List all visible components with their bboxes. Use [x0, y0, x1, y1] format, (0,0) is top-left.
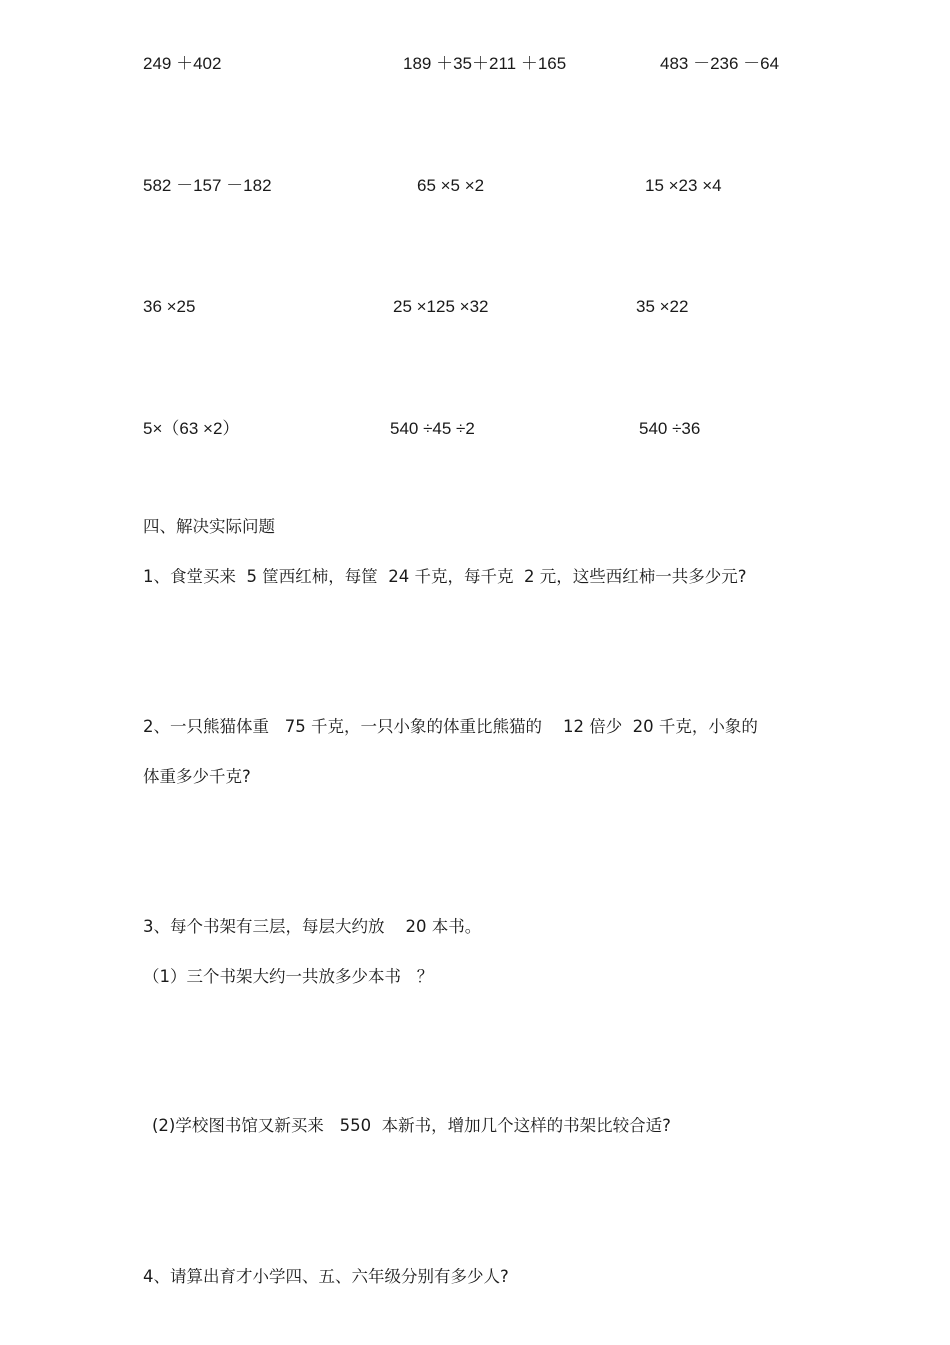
- calc-expression: 540 ÷45 ÷2: [390, 419, 475, 438]
- word-problem-3-part-2: (2)学校图书馆又新买来 550 本新书，增加几个这样的书架比较合适?: [152, 1116, 671, 1135]
- section-title: 四、解决实际问题: [143, 517, 275, 536]
- calc-expression: 35 ×22: [636, 297, 689, 316]
- calc-expression: 249 ＋402: [143, 54, 222, 73]
- calc-expression: 483 －236 －64: [660, 54, 780, 73]
- word-problem-4: 4、请算出育才小学四、五、六年级分别有多少人?: [143, 1267, 509, 1286]
- word-problem-3-part-1: （1）三个书架大约一共放多少本书 ？: [143, 967, 434, 986]
- calc-expression: 65 ×5 ×2: [417, 176, 485, 195]
- calc-expression: 540 ÷36: [639, 419, 701, 438]
- word-problem-3: 3、每个书架有三层，每层大约放 20 本书。: [143, 917, 482, 936]
- calc-expression: 36 ×25: [143, 297, 196, 316]
- calc-expression: 582 －157 －182: [143, 176, 272, 195]
- calc-expression: 5×（63 ×2）: [143, 419, 240, 438]
- word-problem-2-continued: 体重多少千克?: [143, 767, 251, 786]
- word-problem-2: 2、一只熊猫体重 75 千克，一只小象的体重比熊猫的 12 倍少 20 千克，小象的: [143, 717, 758, 736]
- word-problem-1: 1、食堂买来 5 筐西红柿，每筐 24 千克，每千克 2 元，这些西红柿一共多少元?: [143, 567, 747, 586]
- calc-expression: 15 ×23 ×4: [645, 176, 722, 195]
- calc-expression: 25 ×125 ×32: [393, 297, 489, 316]
- calc-expression: 189 ＋35＋211 ＋165: [403, 54, 567, 73]
